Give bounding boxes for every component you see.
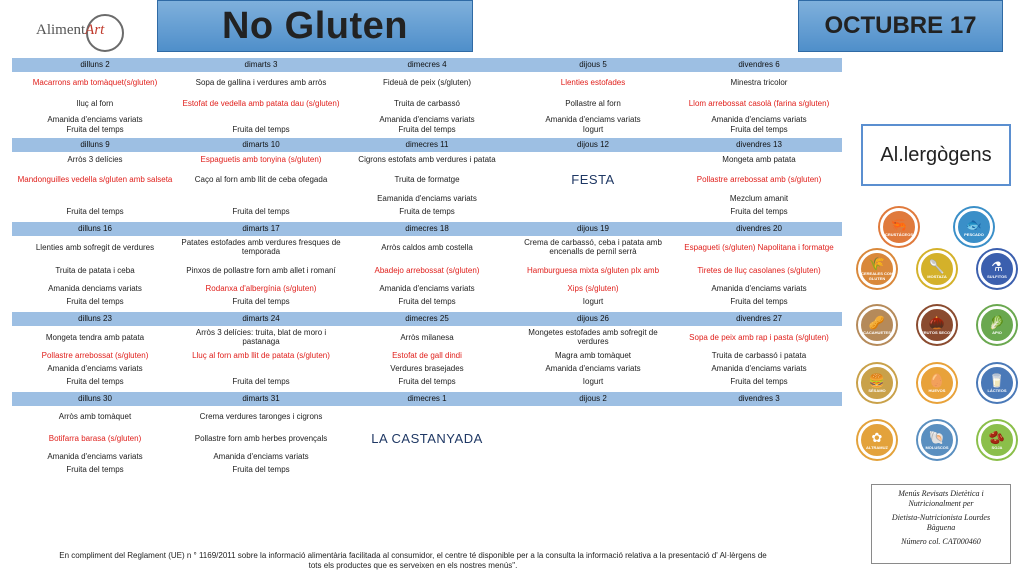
wheat-icon: [858, 250, 896, 288]
logo-text: AlimentArt: [36, 22, 105, 38]
week-header: [12, 312, 842, 326]
menu-dish: Amanida d'enciams variats: [213, 451, 309, 461]
day-header: dimecres 11: [405, 140, 449, 149]
menu-dish: Hamburguesa mixta s/gluten plx amb: [526, 265, 660, 275]
menu-dish: Llenties estofades: [560, 77, 626, 87]
menu-dish: lluç al forn: [76, 98, 114, 108]
allergen-symbol: 🥚: [928, 372, 946, 388]
menu-dish: Magra amb tomàquet: [554, 350, 632, 360]
menu-dish: Mandonguilles vedella s/gluten amb salseta: [17, 174, 173, 184]
allergen-label: PESCADO: [964, 231, 984, 237]
day-header: dimarts 3: [244, 60, 278, 69]
month-box: [798, 0, 1003, 52]
month-label: OCTUBRE 17: [824, 12, 977, 39]
menu-dish: Minestra tricolor: [730, 77, 788, 87]
allergen-symbol: 🥄: [928, 258, 946, 274]
week-header: [12, 138, 842, 152]
allergen-label: MOLUSCOS: [925, 444, 949, 450]
menu-dish: Pollastre forn amb herbes provençals: [194, 433, 328, 443]
menu-dish: Tiretes de lluç casolanes (s/gluten): [697, 265, 821, 275]
allergens-title: Al.lergògens: [880, 143, 992, 166]
menu-dish: Truita de formatge: [394, 174, 460, 184]
menu-row: [12, 92, 842, 114]
menu-dish: Cigrons estofats amb verdures i patata: [358, 154, 496, 164]
menu-dish: Truita de carbassó i patata: [711, 350, 807, 360]
menu-dish: Amanida d'enciams variats: [711, 283, 807, 293]
menu-dish: Abadejo arrebossat (s/gluten): [374, 265, 480, 275]
allergen-symbol: 🦐: [890, 216, 908, 232]
menu-dish: [344, 462, 510, 476]
certification-box: [871, 484, 1011, 564]
day-header: dijous 2: [579, 394, 607, 403]
menu-dish: Mongetes estofades amb sofregit de verdures: [528, 328, 658, 346]
day-header: dimecres 4: [407, 60, 447, 69]
menu-dish: Truita de patata i ceba: [55, 265, 135, 275]
menu-dish: [344, 450, 510, 462]
menu-dish: Mongeta tendra amb patata: [45, 332, 145, 342]
day-header: dilluns 2: [80, 60, 110, 69]
menu-row: [12, 114, 842, 124]
day-header: divendres 6: [738, 60, 780, 69]
menu-dish: Amanida d'enciams variats: [711, 115, 807, 124]
menu-dish: Pollastre arrebossat (s/gluten): [41, 350, 149, 360]
menu-calendar: [12, 58, 842, 480]
menu-dish: [12, 192, 178, 204]
allergen-symbol: ⚗: [991, 258, 1003, 274]
week-header: [12, 392, 842, 406]
day-header: divendres 13: [736, 140, 782, 149]
menu-dish: Pinxos de pollastre forn amb allet i romaní: [186, 265, 336, 275]
certification-line-3: Número col. CAT000460: [901, 537, 981, 546]
menu-dish: Lluç al forn amb llit de patata (s/gluten): [192, 350, 330, 360]
day-header: dilluns 9: [80, 140, 110, 149]
allergen-label: FRUTOS SECOS: [921, 329, 953, 335]
menu-dish: Llom arrebossat casolà (farina s/gluten): [688, 98, 830, 108]
menu-dish: [510, 152, 676, 166]
menu-dish: Fruita del temps: [398, 125, 456, 134]
menu-row: [12, 204, 842, 218]
certification-line-2: Dietista-Nutricionista Lourdes Bàguena: [891, 513, 991, 532]
menu-dish: Estofat de gall dindi: [392, 350, 462, 360]
menu-week: [12, 138, 842, 218]
menu-dish: Mezclum amanit: [729, 193, 789, 203]
menu-dish: [510, 406, 676, 426]
menu-row: [12, 124, 842, 134]
menu-dish: Fruita del temps: [730, 376, 788, 386]
day-header: dilluns 16: [78, 224, 112, 233]
day-header: dimarts 10: [242, 140, 280, 149]
day-header: dilluns 23: [78, 314, 112, 323]
menu-dish: Rodanxa d'albergínia (s/gluten): [205, 283, 317, 293]
menu-dish: Eamanida d'enciams variats: [377, 193, 477, 203]
menu-row: [12, 258, 842, 282]
allergens-title-box: [861, 124, 1011, 186]
menu-dish: [510, 426, 676, 450]
menu-dish: [676, 450, 842, 462]
menu-dish: Espagueti (s/gluten) Napolitana i formatge: [684, 242, 834, 252]
menu-dish: [510, 192, 676, 204]
menu-dish: [344, 406, 510, 426]
menu-dish: Pollastre arrebossat amb (s/gluten): [696, 174, 822, 184]
menu-dish: Mongeta amb patata: [722, 154, 796, 164]
day-header: dijous 5: [579, 60, 607, 69]
certification-line-1: Menús Revisats Dietètica i Nutricionalment per: [898, 489, 984, 508]
allergen-symbol: 🥜: [868, 314, 886, 330]
footer-legal-note: En compliment del Reglament (UE) n ° 1169/2011 sobre la informació alimentària facilitada al consumidor, el centre té disponible per a la consulta la informació relativa a la presentació d' Al·lèrgens de tots els productes que es serveixen en els nostres menús".: [59, 551, 767, 570]
menu-dish: Arròs caldos amb costella: [381, 242, 473, 252]
menu-dish: Fruita del temps: [398, 376, 456, 386]
lupin-icon: [858, 421, 896, 459]
menu-dish: Botifarra barasa (s/gluten): [48, 433, 142, 443]
week-header: [12, 222, 842, 236]
allergen-symbol: 🫘: [988, 429, 1006, 445]
egg-icon: [918, 364, 956, 402]
menu-dish: Fruita del temps: [66, 296, 124, 306]
menu-row: [12, 152, 842, 166]
allergen-symbol: 🐚: [928, 429, 946, 445]
menu-row: [12, 192, 842, 204]
day-header: dijous 26: [576, 314, 610, 323]
allergen-symbol: 🌰: [928, 314, 946, 330]
menu-row: [12, 426, 842, 450]
menu-dish: Sopa de peix amb rap i pasta (s/gluten): [689, 332, 829, 342]
menu-dish: Verdures brasejades: [390, 363, 464, 373]
menu-dish: Amanida d'enciams variats: [47, 115, 143, 124]
day-header: dijous 12: [576, 140, 610, 149]
menu-dish: Fruita del temps: [232, 464, 290, 474]
menu-row: [12, 406, 842, 426]
allergen-symbol: 🥛: [988, 372, 1006, 388]
page-title-box: [157, 0, 473, 52]
menu-dish: Amanida d'enciams variats: [545, 115, 641, 124]
allergen-symbol: 🌾: [868, 256, 886, 271]
menu-dish: Arròs milanesa: [400, 332, 454, 342]
milk-icon: [978, 364, 1016, 402]
menu-row: [12, 374, 842, 388]
shrimp-icon: [880, 208, 918, 246]
menu-dish: Truita de carbassó: [394, 98, 460, 108]
day-header: dimecres 1: [407, 394, 447, 403]
mustard-icon: [918, 250, 956, 288]
nuts-icon: [918, 306, 956, 344]
menu-dish: Amanida d'enciams variats: [47, 451, 143, 461]
menu-dish: [178, 362, 344, 374]
mollusc-icon: [918, 421, 956, 459]
allergen-label: APIO: [992, 329, 1002, 335]
day-header: dimarts 31: [242, 394, 280, 403]
sesame-icon: [858, 364, 896, 402]
menu-dish: Iogurt: [582, 296, 604, 306]
day-header: divendres 3: [738, 394, 780, 403]
menu-row: [12, 348, 842, 362]
menu-week: [12, 222, 842, 308]
menu-row: [12, 326, 842, 348]
menu-dish: Amanida d'enciams variats: [379, 115, 475, 124]
menu-dish: Fruita de temps: [399, 206, 455, 216]
menu-dish: Fruita del temps: [232, 125, 290, 134]
menu-dish: Amanida d'enciams variats: [47, 363, 143, 373]
menu-dish: Fruita del temps: [232, 206, 290, 216]
menu-dish: Fruita del temps: [398, 296, 456, 306]
menu-dish: Crema de carbassó, ceba i patata amb encenalls de pernil serrà: [524, 238, 662, 256]
allergen-label: CEREALES CON GLUTEN: [861, 271, 893, 281]
menu-dish: Caço al forn amb llit de ceba ofegada: [194, 174, 328, 184]
allergen-symbol: 🐟: [965, 216, 983, 232]
menu-dish: Sopa de gallina i verdures amb arròs: [195, 77, 327, 87]
peanut-icon: [858, 306, 896, 344]
menu-dish: Fruita del temps: [66, 206, 124, 216]
menu-dish: Amanida d'enciams variats: [379, 283, 475, 293]
menu-dish: Fruita del temps: [232, 376, 290, 386]
menu-week: [12, 58, 842, 134]
menu-row: [12, 294, 842, 308]
menu-dish: Arròs 3 delícies: [67, 154, 123, 164]
menu-week: [12, 392, 842, 476]
menu-dish: [676, 406, 842, 426]
menu-row: [12, 236, 842, 258]
menu-dish: Pollastre al forn: [565, 98, 621, 108]
day-header: dimarts 17: [242, 224, 280, 233]
menu-dish: Macarrons amb tomàquet(s/gluten): [32, 77, 158, 87]
allergen-label: MOSTAZA: [927, 273, 947, 279]
day-header: divendres 20: [736, 224, 782, 233]
menu-dish: Iogurt: [582, 376, 604, 386]
menu-dish: Fruita del temps: [232, 296, 290, 306]
menu-dish: [510, 204, 676, 218]
menu-dish: Patates estofades amb verdures fresques de temporada: [181, 238, 341, 256]
allergen-label: LÁCTEOS: [987, 387, 1007, 393]
allergen-symbol: 🍔: [868, 372, 886, 388]
day-header: divendres 27: [736, 314, 782, 323]
allergen-symbol: ✿: [871, 429, 883, 445]
menu-row: [12, 282, 842, 294]
menu-dish: Estofat de vedella amb patata dau (s/gluten): [182, 98, 340, 108]
menu-week: [12, 312, 842, 388]
allergen-symbol: 🥬: [988, 314, 1006, 330]
menu-dish: Fruita del temps: [66, 464, 124, 474]
menu-dish: Fideuà de peix (s/gluten): [382, 77, 472, 87]
menu-dish: [510, 462, 676, 476]
menu-row: [12, 166, 842, 192]
menu-dish: Llenties amb sofregit de verdures: [35, 242, 155, 252]
menu-row: [12, 450, 842, 462]
menu-dish: Crema verdures taronges i cigrons: [199, 411, 323, 421]
day-header: dijous 19: [576, 224, 610, 233]
menu-dish: Fruita del temps: [730, 296, 788, 306]
menu-dish: FESTA: [571, 171, 615, 187]
menu-dish: Fruita del temps: [66, 125, 124, 134]
brand-logo: [36, 8, 132, 54]
page-title: No Gluten: [221, 4, 409, 47]
day-header: dimecres 18: [405, 224, 449, 233]
menu-dish: [178, 192, 344, 204]
menu-dish: Fruita del temps: [730, 206, 788, 216]
menu-row: [12, 462, 842, 476]
allergen-label: CACAHUETES: [863, 329, 891, 335]
menu-dish: Xips (s/gluten): [567, 283, 619, 293]
menu-dish: Amanida denciams variats: [48, 283, 142, 293]
menu-dish: Iogurt: [582, 125, 604, 134]
menu-dish: Arròs 3 delícies: truita, blat de moro i pastanaga: [195, 328, 327, 346]
allergen-label: SOJA: [991, 444, 1003, 450]
allergen-label: CRUSTÁCEOS: [884, 231, 913, 237]
allergen-label: ALTRAMUZ: [866, 444, 888, 450]
menu-row: [12, 362, 842, 374]
allergen-label: HUEVOS: [928, 387, 946, 393]
menu-dish: [676, 426, 842, 450]
day-header: dimecres 25: [405, 314, 449, 323]
menu-row: [12, 72, 842, 92]
allergen-label: SÉSAMO: [868, 387, 886, 393]
day-header: dimarts 24: [242, 314, 280, 323]
day-header: dilluns 30: [78, 394, 112, 403]
menu-dish: LA CASTANYADA: [371, 430, 483, 446]
week-header: [12, 58, 842, 72]
menu-dish: Fruita del temps: [66, 376, 124, 386]
menu-dish: Arròs amb tomàquet: [58, 411, 132, 421]
soy-icon: [978, 421, 1016, 459]
celery-icon: [978, 306, 1016, 344]
menu-dish: Amanida d'enciams variats: [545, 363, 641, 373]
sulphite-icon: [978, 250, 1016, 288]
menu-dish: Espaguetis amb tonyina (s/gluten): [200, 154, 322, 164]
menu-dish: Fruita del temps: [730, 125, 788, 134]
menu-dish: Amanida d'enciams variats: [711, 363, 807, 373]
allergen-label: SULFITOS: [987, 273, 1007, 279]
fish-icon: [955, 208, 993, 246]
menu-dish: [510, 450, 676, 462]
menu-dish: [676, 462, 842, 476]
